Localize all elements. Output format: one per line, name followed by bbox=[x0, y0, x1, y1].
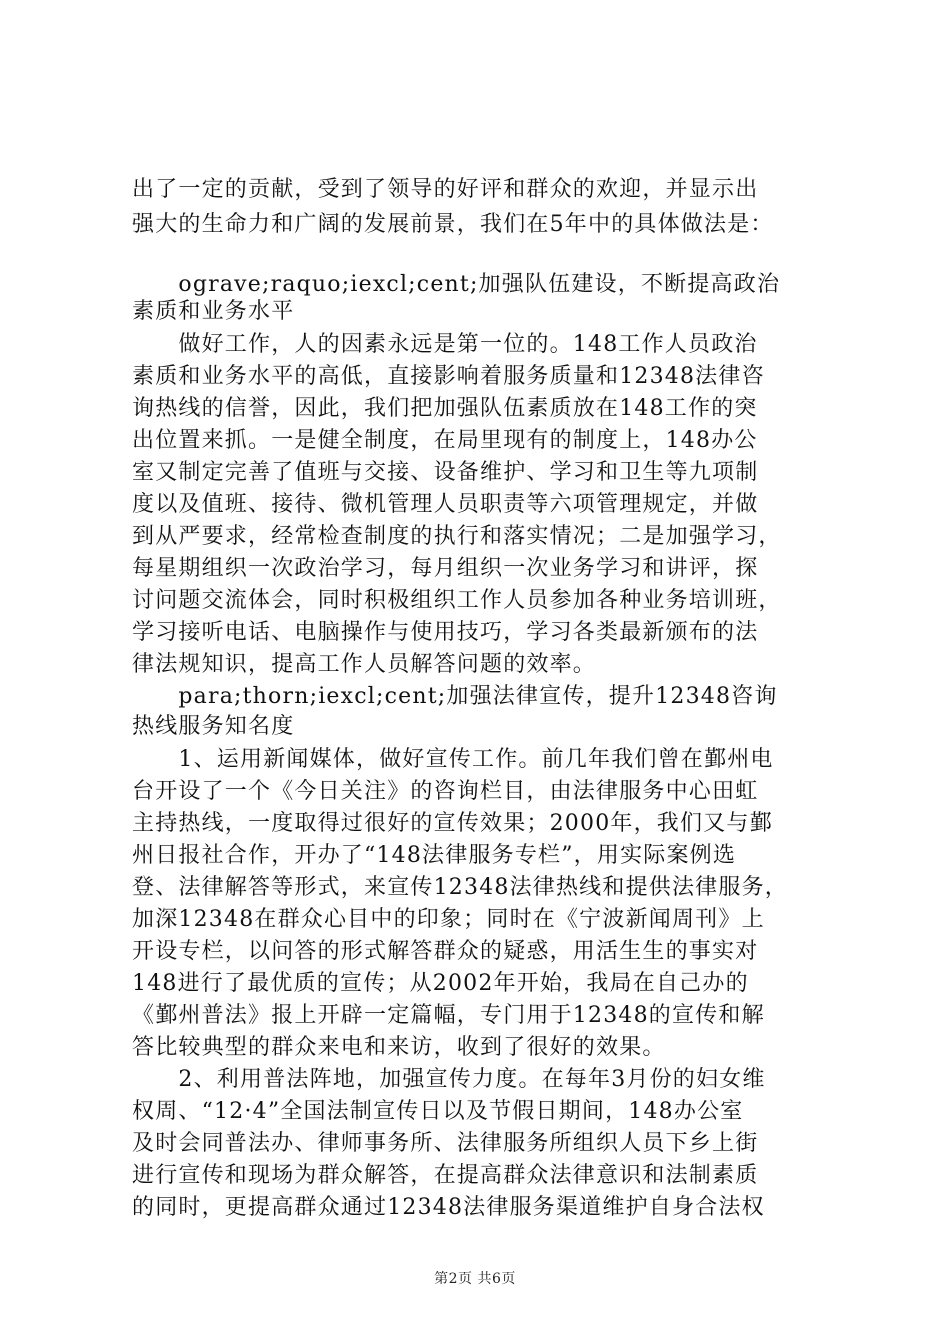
text-line: 做好工作，人的因素永远是第一位的。148工作人员政治 bbox=[132, 332, 758, 357]
text-line: 学习接听电话、电脑操作与使用技巧，学习各类最新颁布的法 bbox=[132, 620, 759, 645]
section-heading: ograve;raquo;iexcl;cent;加强队伍建设，不断提高政治 bbox=[132, 272, 781, 297]
text-line: 进行宣传和现场为群众解答，在提高群众法律意识和法制素质 bbox=[132, 1163, 759, 1188]
section-heading: 热线服务知名度 bbox=[132, 714, 295, 739]
text-line: 出位置来抓。一是健全制度，在局里现有的制度上，148办公 bbox=[132, 428, 758, 453]
text-line: 律法规知识，提高工作人员解答问题的效率。 bbox=[132, 652, 597, 677]
text-line: 及时会同普法办、律师事务所、法律服务所组织人员下乡上街 bbox=[132, 1131, 759, 1156]
text-line: 登、法律解答等形式，来宣传12348法律热线和提供法律服务， bbox=[132, 875, 788, 900]
text-line: 148进行了最优质的宣传；从2002年开始，我局在自己办的 bbox=[132, 971, 749, 996]
text-line: 加深12348在群众心目中的印象；同时在《宁波新闻周刊》上 bbox=[132, 907, 765, 932]
text-line: 强大的生命力和广阔的发展前景，我们在5年中的具体做法是： bbox=[132, 212, 774, 237]
text-line: 出了一定的贡献，受到了领导的好评和群众的欢迎，并显示出 bbox=[132, 177, 759, 202]
text-line: 到从严要求，经常检查制度的执行和落实情况；二是加强学习， bbox=[132, 524, 782, 549]
text-line: 素质和业务水平的高低，直接影响着服务质量和12348法律咨 bbox=[132, 364, 765, 389]
text-line: 讨问题交流体会，同时积极组织工作人员参加各种业务培训班， bbox=[132, 588, 782, 613]
text-line: 2、利用普法阵地，加强宣传力度。在每年3月份的妇女维 bbox=[132, 1067, 766, 1092]
text-line: 台开设了一个《今日关注》的咨询栏目，由法律服务中心田虹 bbox=[132, 779, 759, 804]
text-line: 询热线的信誉，因此，我们把加强队伍素质放在148工作的突 bbox=[132, 396, 758, 421]
text-line: 主持热线，一度取得过很好的宣传效果；2000年，我们又与鄞 bbox=[132, 811, 773, 836]
page-footer: 第2页 共6页 bbox=[434, 1271, 516, 1287]
text-line: 度以及值班、接待、微机管理人员职责等六项管理规定，并做 bbox=[132, 492, 759, 517]
text-line: 每星期组织一次政治学习，每月组织一次业务学习和讲评，探 bbox=[132, 556, 759, 581]
text-line: 1、运用新闻媒体，做好宣传工作。前几年我们曾在鄞州电 bbox=[132, 747, 774, 772]
text-line: 《鄞州普法》报上开辟一定篇幅，专门用于12348的宣传和解 bbox=[132, 1003, 765, 1028]
section-heading: 素质和业务水平 bbox=[132, 299, 295, 324]
text-line: 答比较典型的群众来电和来访，收到了很好的效果。 bbox=[132, 1035, 666, 1060]
text-line: 州日报社合作，开办了“148法律服务专栏”，用实际案例选 bbox=[132, 843, 737, 868]
text-line: 开设专栏，以问答的形式解答群众的疑惑，用活生生的事实对 bbox=[132, 939, 759, 964]
section-heading: para;thorn;iexcl;cent;加强法律宣传，提升12348咨询 bbox=[132, 684, 778, 709]
text-line: 的同时，更提高群众通过12348法律服务渠道维护自身合法权 bbox=[132, 1195, 765, 1220]
text-line: 室又制定完善了值班与交接、设备维护、学习和卫生等九项制 bbox=[132, 460, 759, 485]
text-line: 权周、“12·4”全国法制宣传日以及节假日期间，148办公室 bbox=[132, 1099, 744, 1124]
